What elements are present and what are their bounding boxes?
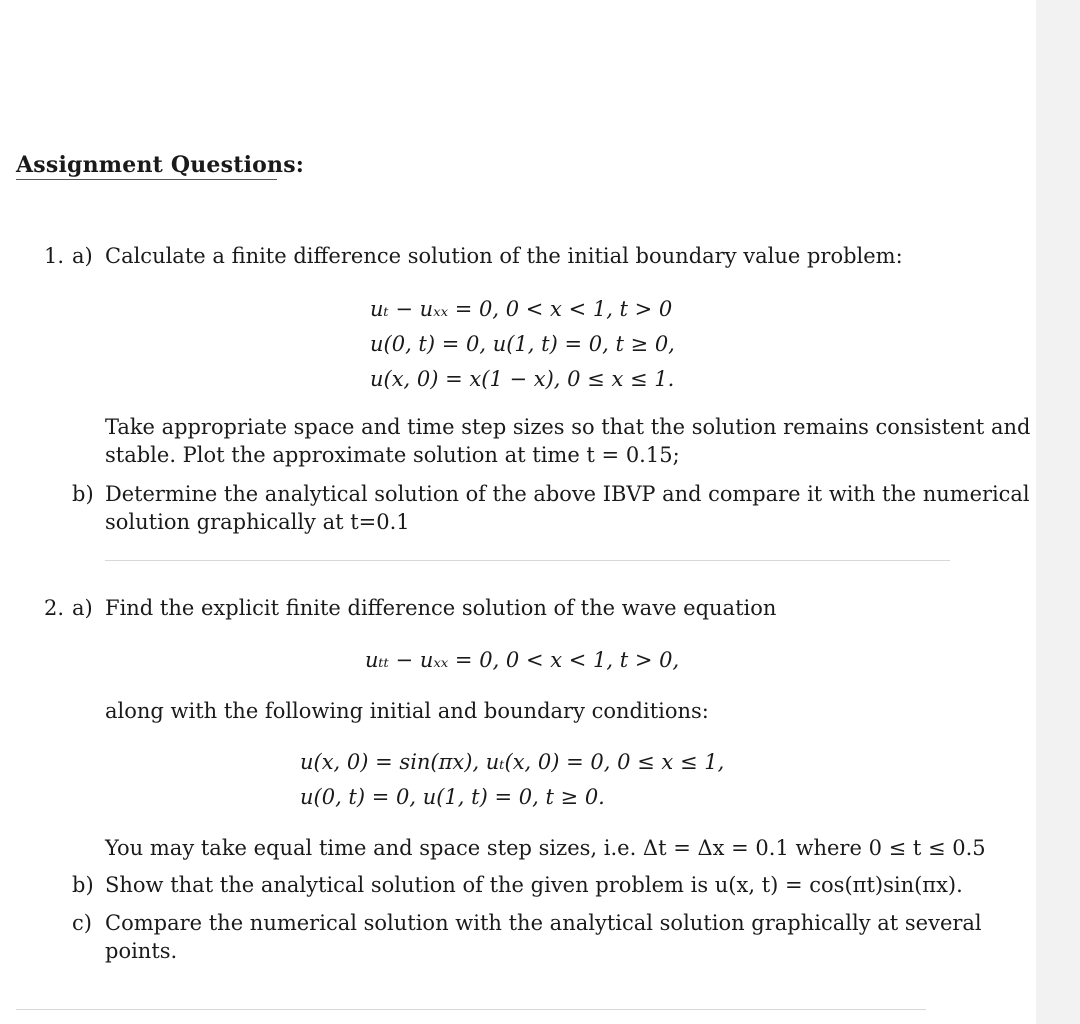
q1a-note-line-1: Take appropriate space and time step sizes so that the solution remains consistent and [105,415,1031,439]
q1a-text: Calculate a finite difference solution of the initial boundary value problem: [105,244,903,268]
page-title: Assignment Questions: [16,152,305,178]
right-margin-panel [1036,0,1080,1024]
q1-number: 1. [44,244,65,268]
q1-equation-2: u(0, t) = 0, u(1, t) = 0, t ≥ 0, [370,332,675,356]
q1-equation-3: u(x, 0) = x(1 − x), 0 ≤ x ≤ 1. [370,367,675,391]
q2c-text-line-1: Compare the numerical solution with the analytical solution graphically at several [105,911,982,935]
q1a-note-line-2: stable. Plot the approximate solution at time t = 0.15; [105,443,680,467]
title-underline [16,179,277,180]
q2-step-note: You may take equal time and space step sizes, i.e. Δt = Δx = 0.1 where 0 ≤ t ≤ 0.5 [105,836,986,860]
q2b-text: Show that the analytical solution of the given problem is u(x, t) = cos(πt)sin(πx). [105,873,963,897]
q2-conditions-intro: along with the following initial and boundary conditions: [105,699,709,723]
q2a-text: Find the explicit finite difference solution of the wave equation [105,596,777,620]
q2-condition-1: u(x, 0) = sin(πx), uₜ(x, 0) = 0, 0 ≤ x ≤ 1, [300,750,725,774]
q1b-text-line-1: Determine the analytical solution of the above IBVP and compare it with the numerical [105,482,1030,506]
q2-number: 2. [44,596,65,620]
q2-wave-equation: uₜₜ − uₓₓ = 0, 0 < x < 1, t > 0, [365,648,680,672]
section-divider [105,560,950,561]
q2c-label: c) [72,911,92,935]
q2b-label: b) [72,873,94,897]
q2a-label: a) [72,596,93,620]
q1b-text-line-2: solution graphically at t=0.1 [105,510,410,534]
q1b-label: b) [72,482,94,506]
q2c-text-line-2: points. [105,939,178,963]
q1a-label: a) [72,244,93,268]
q2-condition-2: u(0, t) = 0, u(1, t) = 0, t ≥ 0. [300,785,605,809]
q1-equation-1: uₜ − uₓₓ = 0, 0 < x < 1, t > 0 [370,297,673,321]
bottom-divider [16,1009,926,1010]
